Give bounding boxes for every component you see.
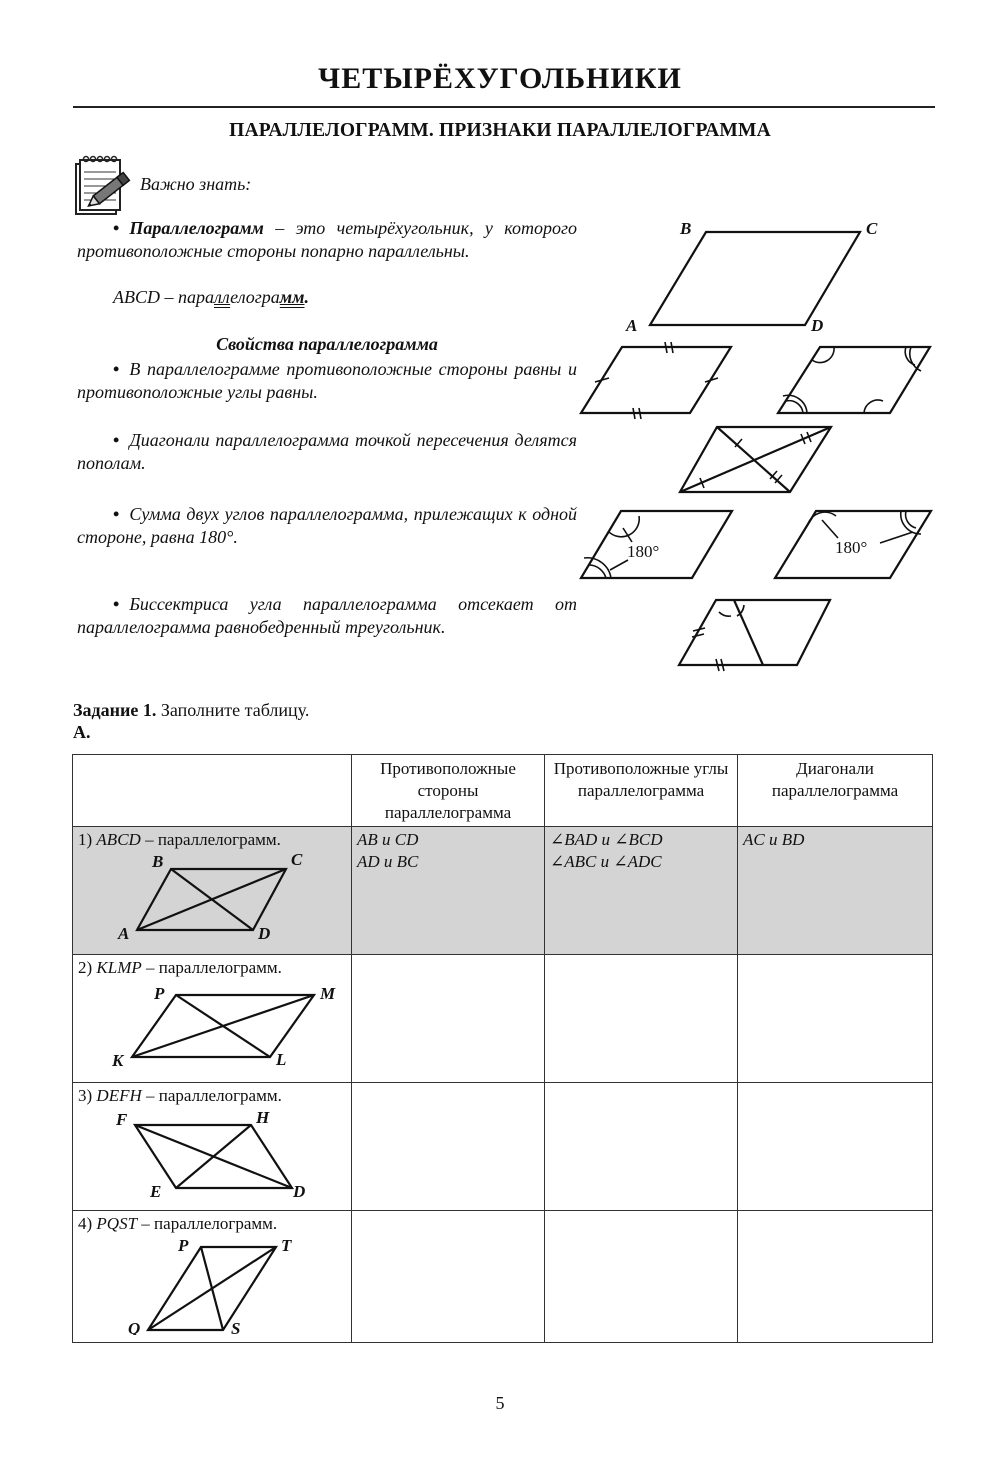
answer-cell-angles[interactable] [545, 1211, 738, 1343]
svg-text:T: T [281, 1236, 292, 1255]
important-label: Важно знать: [140, 174, 252, 194]
svg-text:E: E [150, 1182, 162, 1201]
figure-pqst [78, 1235, 338, 1335]
bullet-icon: • [113, 594, 120, 614]
svg-text:P: P [178, 1236, 189, 1255]
property-item [77, 429, 577, 475]
svg-text:L: L [276, 1050, 287, 1069]
answer-sides-1: AB и CD [357, 830, 419, 849]
vertex-label-a: A [626, 316, 638, 335]
answer-cell-diagonals[interactable] [738, 1211, 933, 1343]
property-item [77, 593, 577, 639]
answer-cell-sides[interactable] [352, 955, 545, 1083]
main-parallelogram [650, 232, 860, 325]
vertex-label-c: C [866, 219, 878, 238]
svg-text:A: A [118, 924, 130, 943]
answer-cell-diagonals[interactable] [738, 827, 933, 955]
bisector-figure [679, 600, 830, 665]
answer-cell-diagonals[interactable] [738, 955, 933, 1083]
figure-cell [73, 1083, 352, 1211]
answer-cell-sides[interactable] [352, 1211, 545, 1343]
row-label: 2) KLMP – параллелограмм. [78, 958, 282, 977]
task-number: Задание 1. [73, 700, 157, 720]
answer-cell-angles[interactable] [545, 1083, 738, 1211]
table-header-sides: Противоположные стороны параллелограмма [352, 755, 545, 827]
table-row [73, 1083, 933, 1211]
row-label: 3) DEFH – параллелограмм. [78, 1086, 282, 1105]
answer-angles-1: ∠BAD и ∠BCD [550, 830, 663, 849]
notebook-pencil-icon [72, 154, 136, 218]
bullet-icon: • [113, 359, 120, 379]
svg-text:D: D [293, 1182, 306, 1201]
bullet-icon: • [113, 218, 120, 238]
page-title: ЧЕТЫРЁХУГОЛЬНИКИ [318, 62, 682, 95]
example-underline-2: мм [279, 287, 305, 307]
vertex-label-b: B [680, 219, 692, 238]
table-row [73, 955, 933, 1083]
definition-paragraph [77, 217, 577, 263]
table-header-angles: Противоположные углы параллелограмма [545, 755, 738, 827]
svg-text:K: K [112, 1051, 124, 1070]
table-row [73, 827, 933, 955]
answer-diagonals: AC и BD [743, 830, 805, 849]
page-number: 5 [495, 1393, 505, 1413]
definition-term: Параллелограмм [129, 218, 264, 238]
definition-text: – это четырёхугольник, у которого противоположные стороны попарно параллельны. [77, 218, 577, 261]
angle-sum-label-right: 180° [835, 538, 868, 557]
svg-text:B: B [152, 852, 164, 871]
answer-cell-sides[interactable] [352, 1083, 545, 1211]
title-divider [73, 106, 935, 108]
svg-text:P: P [154, 984, 165, 1003]
answer-cell-diagonals[interactable] [738, 1083, 933, 1211]
task-instruction: Заполните таблицу. [156, 700, 310, 720]
figure-defh [78, 1107, 338, 1203]
figure-cell [73, 827, 352, 955]
example-end: . [304, 287, 309, 307]
property-text: В параллелограмме противоположные стороны равны и противоположные углы равны. [77, 359, 577, 402]
property-text: Сумма двух углов параллелограмма, прилежащих к одной стороне, равна 180°. [77, 504, 577, 547]
row-label: 4) PQST – параллелограмм. [78, 1214, 278, 1233]
svg-text:M: M [320, 984, 336, 1003]
properties-heading: Свойства параллелограмма [216, 334, 438, 354]
figure-abcd [78, 851, 338, 947]
example-prefix: ABCD – пара [113, 287, 214, 307]
svg-text:C: C [291, 851, 303, 869]
bullet-icon: • [113, 504, 120, 524]
table-header-row [73, 755, 933, 827]
equal-angles-figure [778, 347, 930, 413]
table-header-diagonals: Диагонали параллелограмма [738, 755, 933, 827]
vertex-label-d: D [811, 316, 824, 335]
example-underline-1: лл [214, 287, 231, 307]
svg-text:S: S [231, 1319, 241, 1335]
figure-cell [73, 955, 352, 1083]
task-part: А. [73, 722, 91, 742]
svg-text:F: F [116, 1110, 128, 1129]
svg-text:Q: Q [128, 1319, 141, 1335]
property-text: Диагонали параллелограмма точкой пересечения делятся пополам. [77, 430, 577, 473]
figure-cell [73, 1211, 352, 1343]
property-item [77, 503, 577, 549]
figure-klmp [78, 979, 338, 1075]
angle-sum-label-left: 180° [627, 542, 660, 561]
answer-cell-angles[interactable] [545, 827, 738, 955]
table-row [73, 1211, 933, 1343]
answer-cell-sides[interactable] [352, 827, 545, 955]
row-label: 1) ABCD – параллелограмм. [78, 830, 281, 849]
answer-cell-angles[interactable] [545, 955, 738, 1083]
definition-example [113, 287, 309, 308]
section-title: ПАРАЛЛЕЛОГРАММ. ПРИЗНАКИ ПАРАЛЛЕЛОГРАММА [229, 120, 771, 141]
property-text: Биссектриса угла параллелограмма отсекает от параллелограмма равнобедренный треугольник. [77, 594, 577, 637]
property-item [77, 358, 577, 404]
answer-sides-2: AD и BC [357, 852, 419, 871]
parallelogram-figures [570, 212, 950, 682]
table-header-empty [73, 755, 352, 827]
bullet-icon: • [113, 430, 120, 450]
example-middle: елогра [230, 287, 280, 307]
answer-angles-2: ∠ABC и ∠ADC [550, 852, 662, 871]
svg-text:D: D [258, 924, 271, 943]
fill-table [72, 754, 933, 1343]
svg-text:H: H [256, 1108, 270, 1127]
task-title [73, 700, 309, 721]
